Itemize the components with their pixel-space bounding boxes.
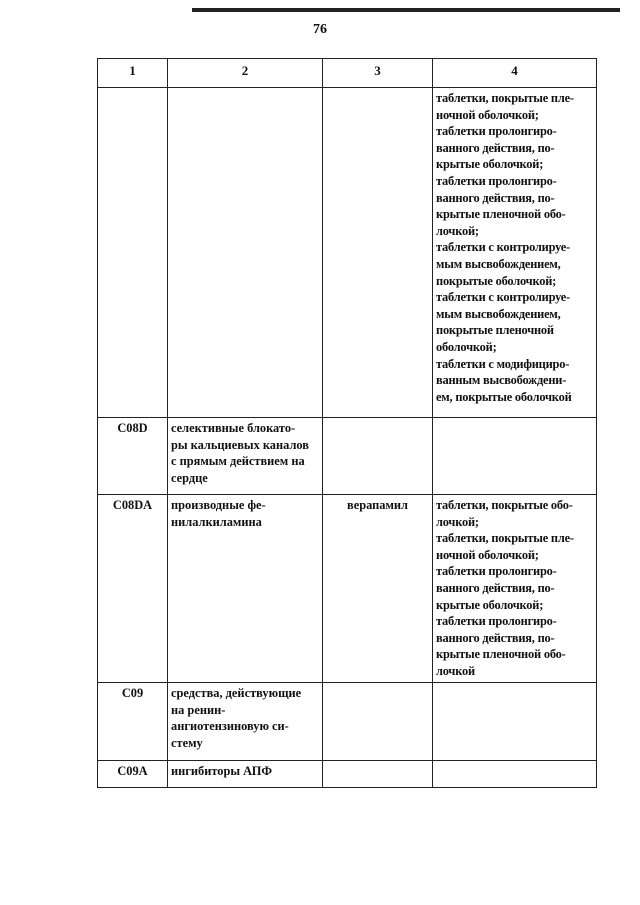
dosage-forms-cell [433, 683, 597, 761]
group-name-line: сердце [171, 470, 208, 485]
group-name-line: на ренин- [171, 702, 226, 717]
atc-code-cell: C09A [98, 761, 168, 788]
dosage-form-line: лочкой; [436, 514, 479, 529]
atc-code-cell: C08DA [98, 495, 168, 683]
top-rule [192, 8, 620, 12]
dosage-form-line: оболочкой; [436, 339, 497, 354]
group-name-cell [168, 88, 323, 418]
header-col-2: 2 [168, 59, 323, 88]
drug-name-cell [323, 418, 433, 495]
atc-code-cell [98, 88, 168, 418]
group-name-cell [168, 761, 323, 788]
dosage-form-line: таблетки с контролируе- [436, 290, 570, 305]
group-name-line: стему [171, 735, 203, 750]
dosage-form-line: таблетки с контролируе- [436, 240, 570, 255]
header-col-3: 3 [323, 59, 433, 88]
dosage-form-line: крытые пленочной обо- [436, 647, 566, 662]
dosage-form-line: ванного действия, по- [436, 630, 555, 645]
drug-table [97, 58, 597, 788]
dosage-form-line: ночной оболочкой; [436, 547, 539, 562]
group-name-line: производные фе- [171, 498, 266, 512]
dosage-form-line: таблетки пролонгиро- [436, 614, 557, 629]
dosage-form-line: таблетки пролонгиро- [436, 564, 557, 579]
drug-name-cell [323, 683, 433, 761]
dosage-forms-cell [433, 418, 597, 495]
group-name-line: нилалкиламина [171, 514, 262, 529]
dosage-forms-cell [433, 761, 597, 788]
dosage-form-line: покрытые пленочной [436, 323, 554, 338]
atc-code-cell: C09 [98, 683, 168, 761]
dosage-form-line: таблетки с модифициро- [436, 356, 570, 371]
group-name-line: ры кальциевых каналов [171, 437, 309, 452]
header-row [98, 59, 597, 88]
dosage-form-line: покрытые оболочкой; [436, 273, 557, 288]
dosage-form-line: таблетки пролонгиро- [436, 173, 557, 188]
dosage-form-line: таблетки, покрытые пле- [436, 91, 574, 105]
group-name-line: средства, действующие [171, 686, 302, 700]
table-row [98, 418, 597, 495]
drug-name-cell [323, 761, 433, 788]
dosage-form-line: ночной оболочкой; [436, 107, 539, 122]
group-name-line: ангиотензиновую си- [171, 719, 289, 734]
dosage-form-line: таблетки пролонгиро- [436, 124, 557, 139]
dosage-form-line: мым высвобождением, [436, 256, 561, 271]
table-row [98, 88, 597, 418]
group-name-cell [168, 683, 323, 761]
dosage-form-line: ванным высвобождени- [436, 373, 567, 388]
dosage-form-line: таблетки, покрытые обо- [436, 498, 573, 512]
dosage-form-line: крытые оболочкой; [436, 597, 544, 612]
header-col-1: 1 [98, 59, 168, 88]
table-row [98, 495, 597, 683]
dosage-forms-cell [433, 495, 597, 683]
group-name-line: селективные блокато- [171, 421, 296, 435]
dosage-forms-cell [433, 88, 597, 418]
dosage-form-line: лочкой [436, 663, 475, 678]
table-row [98, 761, 597, 788]
dosage-form-line: крытые оболочкой; [436, 157, 544, 172]
page-number: 76 [313, 22, 327, 37]
atc-code-cell: C08D [98, 418, 168, 495]
dosage-form-line: ванного действия, по- [436, 580, 555, 595]
group-name-line: с прямым действием на [171, 454, 305, 469]
group-name-cell [168, 418, 323, 495]
dosage-form-line: таблетки, покрытые пле- [436, 531, 574, 546]
dosage-form-line: лочкой; [436, 223, 479, 238]
dosage-form-line: крытые пленочной обо- [436, 207, 566, 222]
group-name-cell [168, 495, 323, 683]
dosage-form-line: ванного действия, по- [436, 140, 555, 155]
header-col-4: 4 [433, 59, 597, 88]
table-row [98, 683, 597, 761]
dosage-form-line: мым высвобождением, [436, 306, 561, 321]
drug-name-cell: верапамил [323, 495, 433, 683]
dosage-form-line: ем, покрытые оболочкой [436, 389, 572, 404]
group-name-line: ингибиторы АПФ [171, 764, 273, 778]
dosage-form-line: ванного действия, по- [436, 190, 555, 205]
drug-name-cell [323, 88, 433, 418]
